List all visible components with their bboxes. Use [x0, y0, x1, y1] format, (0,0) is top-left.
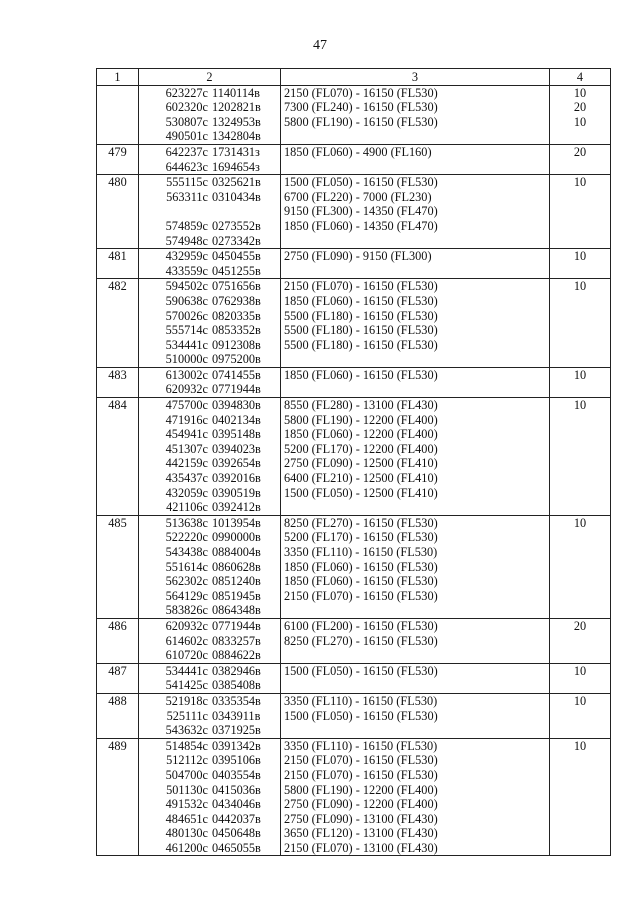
altitude-range: 5500 (FL180) - 16150 (FL530) [284, 323, 438, 338]
row-number: 488 [97, 693, 139, 738]
coordinate-pair [142, 129, 277, 144]
value: 10 [573, 663, 587, 678]
longitude: 0390519в [212, 485, 261, 500]
coordinate-pair [142, 160, 277, 175]
altitude-range: 6400 (FL210) - 12500 (FL410) [284, 471, 438, 486]
longitude: 0853352в [212, 323, 261, 338]
altitude-ranges-cell [281, 693, 550, 738]
table-row [97, 515, 611, 618]
altitude-range: 2150 (FL070) - 16150 (FL530) [284, 753, 438, 768]
value: 10 [573, 175, 587, 190]
altitude-range: 1500 (FL050) - 16150 (FL530) [284, 708, 438, 723]
latitude: 491532с [165, 797, 208, 812]
altitude-ranges-cell [281, 618, 550, 663]
altitude-range: 5500 (FL180) - 16150 (FL530) [284, 308, 438, 323]
table-row [97, 367, 611, 397]
altitude-range: 1500 (FL050) - 16150 (FL530) [284, 175, 438, 190]
longitude: 0415036в [212, 782, 261, 797]
latitude: 564129с [165, 588, 208, 603]
longitude: 0273552в [212, 218, 261, 233]
latitude: 530807с [165, 114, 208, 129]
coordinate-pair [142, 352, 277, 367]
data-table [96, 68, 611, 856]
latitude: 510000с [165, 352, 208, 367]
coordinate-pair [142, 783, 277, 798]
latitude: 442159с [165, 456, 208, 471]
value-cell [550, 618, 611, 663]
coordinate-pair [142, 574, 277, 589]
altitude-range: 1850 (FL060) - 16150 (FL530) [284, 559, 438, 574]
latitude: 541425с [165, 678, 208, 693]
longitude: 0343911в [212, 708, 261, 723]
latitude: 484651с [165, 811, 208, 826]
table-row [97, 618, 611, 663]
table-row [97, 279, 611, 368]
row-number: 482 [97, 279, 139, 368]
altitude-range: 1850 (FL060) - 12200 (FL400) [284, 427, 438, 442]
longitude: 0860628в [212, 559, 261, 574]
altitude-range: 3650 (FL120) - 13100 (FL430) [284, 826, 438, 841]
coordinate-pair [142, 648, 277, 663]
value: 10 [573, 279, 587, 294]
longitude: 0771944в [212, 382, 261, 397]
coordinates-cell [139, 398, 281, 516]
coordinates-cell [139, 618, 281, 663]
coordinate-pair [142, 368, 277, 383]
latitude: 514854с [165, 738, 208, 753]
coordinate-pair [142, 413, 277, 428]
value-cell [550, 693, 611, 738]
longitude: 1342804в [212, 129, 261, 144]
latitude: 543438с [165, 545, 208, 559]
altitude-ranges-cell [281, 279, 550, 368]
altitude-range: 1850 (FL060) - 14350 (FL470) [284, 218, 438, 233]
coordinate-pair [142, 427, 277, 442]
coordinate-pair [142, 664, 277, 679]
altitude-range: 5800 (FL190) - 12200 (FL400) [284, 782, 438, 797]
longitude: 0394023в [212, 441, 261, 456]
altitude-range: 2150 (FL070) - 13100 (FL430) [284, 840, 438, 855]
table-row [97, 663, 611, 693]
column-header-2: 2 [139, 69, 281, 86]
table-row [97, 693, 611, 738]
coordinate-pair [142, 560, 277, 575]
latitude: 642237с [165, 144, 208, 159]
longitude: 0442037в [212, 811, 261, 826]
altitude-range: 3350 (FL110) - 16150 (FL530) [284, 693, 438, 708]
latitude: 435437с [165, 471, 208, 486]
latitude: 432959с [165, 249, 208, 264]
row-number: 484 [97, 398, 139, 516]
coordinate-pair [142, 841, 277, 856]
coordinate-pair [142, 382, 277, 397]
altitude-range: 9150 (FL300) - 14350 (FL470) [284, 204, 438, 219]
table-row [97, 738, 611, 856]
coordinate-pair [142, 279, 277, 294]
coordinates-cell [139, 663, 281, 693]
latitude: 590638с [165, 293, 208, 308]
latitude: 471916с [165, 412, 208, 427]
row-number: 489 [97, 738, 139, 856]
longitude: 0762938в [212, 293, 261, 308]
coordinate-pair [142, 219, 277, 234]
altitude-range: 2750 (FL090) - 12500 (FL410) [284, 456, 438, 471]
longitude: 1013954в [212, 515, 261, 530]
value-cell [550, 144, 611, 174]
coordinate-pair [142, 249, 277, 264]
altitude-range: 1500 (FL050) - 16150 (FL530) [284, 663, 438, 678]
latitude: 543632с [165, 723, 208, 738]
latitude: 522220с [165, 530, 208, 545]
value-cell [550, 738, 611, 856]
latitude: 583826с [165, 603, 208, 618]
coordinate-pair [142, 797, 277, 812]
coordinate-pair [142, 516, 277, 531]
coordinate-pair [142, 264, 277, 279]
latitude: 551614с [165, 559, 208, 574]
coordinate-pair [142, 204, 277, 219]
altitude-range: 8250 (FL270) - 16150 (FL530) [284, 515, 438, 530]
altitude-range: 5200 (FL170) - 16150 (FL530) [284, 530, 438, 545]
altitude-range: 6100 (FL200) - 16150 (FL530) [284, 618, 438, 633]
longitude: 1202821в [212, 100, 261, 115]
value: 10 [573, 367, 587, 382]
altitude-range: 1500 (FL050) - 12500 (FL410) [284, 485, 438, 500]
latitude: 570026с [165, 308, 208, 323]
altitude-range: 1850 (FL060) - 16150 (FL530) [284, 367, 438, 382]
longitude: 0771944в [212, 618, 261, 633]
value-cell [550, 663, 611, 693]
latitude: 513638с [165, 515, 208, 530]
coordinate-pair [142, 234, 277, 249]
row-number: 480 [97, 175, 139, 249]
altitude-range: 5800 (FL190) - 12200 (FL400) [284, 412, 438, 427]
latitude: 480130с [165, 826, 208, 841]
longitude: 0975200в [212, 352, 261, 367]
row-number: 487 [97, 663, 139, 693]
coordinates-cell [139, 144, 281, 174]
latitude: 534441с [165, 337, 208, 352]
altitude-range: 2750 (FL090) - 13100 (FL430) [284, 811, 438, 826]
longitude: 0273342в [212, 233, 261, 248]
altitude-ranges-cell [281, 663, 550, 693]
latitude: 614602с [165, 633, 208, 648]
coordinate-pair [142, 634, 277, 649]
longitude: 0741455в [212, 367, 261, 382]
longitude: 0465055в [212, 840, 261, 855]
longitude: 0395148в [212, 427, 261, 442]
longitude: 0864348в [212, 603, 261, 618]
row-number: 481 [97, 249, 139, 279]
longitude: 0451255в [212, 263, 261, 278]
altitude-range: 1850 (FL060) - 4900 (FL160) [284, 144, 432, 159]
latitude: 432059с [165, 485, 208, 500]
longitude: 0450455в [212, 249, 261, 264]
coordinate-pair [142, 619, 277, 634]
coordinate-pair [142, 545, 277, 560]
altitude-ranges-cell [281, 398, 550, 516]
altitude-range: 5500 (FL180) - 16150 (FL530) [284, 337, 438, 352]
coordinate-pair [142, 530, 277, 545]
altitude-range: 8550 (FL280) - 13100 (FL430) [284, 398, 438, 413]
longitude: 0990000в [212, 530, 261, 545]
coordinate-pair [142, 812, 277, 827]
latitude: 644623с [165, 159, 208, 174]
longitude: 1731431з [212, 144, 260, 159]
longitude: 0392654в [212, 456, 261, 471]
longitude: 0403554в [212, 767, 261, 782]
longitude: 0382946в [212, 663, 261, 678]
coordinates-cell [139, 175, 281, 249]
longitude: 0402134в [212, 412, 261, 427]
altitude-ranges-cell [281, 738, 550, 856]
latitude: 504700с [165, 767, 208, 782]
latitude: 562302с [165, 574, 208, 589]
latitude: 610720с [165, 648, 208, 663]
latitude: 574859с [165, 218, 208, 233]
value: 20 [573, 144, 587, 159]
coordinate-pair [142, 456, 277, 471]
value-cell [550, 279, 611, 368]
coordinate-pair [142, 723, 277, 738]
coordinate-pair [142, 100, 277, 115]
latitude: 602320с [165, 100, 208, 115]
longitude: 0851240в [212, 574, 261, 589]
altitude-range: 2150 (FL070) - 16150 (FL530) [284, 279, 438, 294]
coordinates-cell [139, 367, 281, 397]
altitude-range: 5800 (FL190) - 16150 (FL530) [284, 114, 438, 129]
longitude: 0371925в [212, 723, 261, 738]
value: 20 [573, 100, 587, 115]
altitude-ranges-cell [281, 175, 550, 249]
latitude: 521918с [165, 693, 208, 708]
coordinate-pair [142, 739, 277, 754]
latitude: 574948с [165, 233, 208, 248]
latitude: 451307с [165, 441, 208, 456]
altitude-range: 2150 (FL070) - 16150 (FL530) [284, 588, 438, 603]
table-row [97, 144, 611, 174]
latitude: 454941с [165, 427, 208, 442]
altitude-range: 2750 (FL090) - 9150 (FL300) [284, 249, 432, 264]
latitude: 555115с [166, 175, 208, 190]
table-row [97, 85, 611, 144]
coordinate-pair [142, 442, 277, 457]
altitude-ranges-cell [281, 515, 550, 618]
latitude: 475700с [165, 398, 208, 413]
altitude-range: 3350 (FL110) - 16150 (FL530) [284, 738, 438, 753]
value-cell [550, 367, 611, 397]
coordinates-cell [139, 515, 281, 618]
coordinate-pair [142, 294, 277, 309]
coordinate-pair [142, 86, 277, 101]
coordinate-pair [142, 826, 277, 841]
latitude: 620932с [165, 382, 208, 397]
coordinate-pair [142, 694, 277, 709]
longitude: 0434046в [212, 797, 261, 812]
coordinate-pair [142, 603, 277, 618]
value: 10 [573, 738, 587, 753]
coordinate-pair [142, 145, 277, 160]
coordinate-pair [142, 175, 277, 190]
value: 10 [573, 398, 587, 413]
latitude: 433559с [165, 263, 208, 278]
coordinates-cell [139, 693, 281, 738]
value: 10 [573, 515, 587, 530]
latitude: 613002с [165, 367, 208, 382]
coordinate-pair [142, 309, 277, 324]
altitude-ranges-cell [281, 85, 550, 144]
altitude-range: 3350 (FL110) - 16150 (FL530) [284, 545, 438, 559]
value-cell [550, 175, 611, 249]
header-row [97, 69, 611, 86]
coordinate-pair [142, 678, 277, 693]
latitude: 421106с [166, 500, 208, 515]
coordinate-pair [142, 338, 277, 353]
table-row [97, 175, 611, 249]
latitude: 563311с [166, 189, 208, 204]
altitude-range: 5200 (FL170) - 12200 (FL400) [284, 441, 438, 456]
column-header-4: 4 [550, 69, 611, 86]
row-number: 485 [97, 515, 139, 618]
longitude: 1140114в [212, 85, 260, 100]
coordinate-pair [142, 589, 277, 604]
column-header-3: 3 [281, 69, 550, 86]
coordinate-pair [142, 500, 277, 515]
latitude: 594502с [165, 279, 208, 294]
longitude: 0751656в [212, 279, 261, 294]
longitude: 0851945в [212, 588, 261, 603]
longitude: 0820335в [212, 308, 261, 323]
column-header-1: 1 [97, 69, 139, 86]
table-header [97, 69, 611, 86]
longitude: 0394830в [212, 398, 261, 413]
altitude-range: 7300 (FL240) - 16150 (FL530) [284, 100, 438, 115]
coordinate-pair [142, 486, 277, 501]
longitude: 0884004в [212, 545, 261, 559]
longitude: 0833257в [212, 633, 261, 648]
latitude: 512112с [166, 753, 208, 768]
value: 10 [573, 249, 587, 264]
longitude: 0450648в [212, 826, 261, 841]
table-row [97, 249, 611, 279]
coordinate-pair [142, 471, 277, 486]
table-row [97, 398, 611, 516]
coordinates-cell [139, 738, 281, 856]
coordinate-pair [142, 768, 277, 783]
longitude: 0392412в [212, 500, 261, 515]
longitude: 0325621в [212, 175, 261, 190]
value-cell [550, 398, 611, 516]
value-cell [550, 515, 611, 618]
value: 10 [573, 114, 587, 129]
coordinates-cell [139, 279, 281, 368]
latitude: 623227с [165, 85, 208, 100]
longitude: 0884622в [212, 648, 261, 663]
value-cell [550, 85, 611, 144]
value-cell [550, 249, 611, 279]
longitude: 0912308в [212, 337, 261, 352]
latitude: 525111с [166, 708, 208, 723]
coordinate-pair [142, 115, 277, 130]
altitude-range: 2750 (FL090) - 12200 (FL400) [284, 797, 438, 812]
value: 10 [573, 693, 587, 708]
longitude: 0395106в [212, 753, 261, 768]
coordinate-pair [142, 190, 277, 205]
altitude-range: 1850 (FL060) - 16150 (FL530) [284, 293, 438, 308]
value: 10 [573, 85, 587, 100]
altitude-ranges-cell [281, 367, 550, 397]
longitude: 0310434в [212, 189, 261, 204]
latitude: 555714с [165, 323, 208, 338]
coordinate-pair [142, 398, 277, 413]
value: 20 [573, 618, 587, 633]
row-number: 479 [97, 144, 139, 174]
coordinate-pair [142, 709, 277, 724]
altitude-range: 6700 (FL220) - 7000 (FL230) [284, 189, 432, 204]
altitude-ranges-cell [281, 249, 550, 279]
latitude: 501130с [166, 782, 208, 797]
altitude-range: 2150 (FL070) - 16150 (FL530) [284, 767, 438, 782]
altitude-range: 8250 (FL270) - 16150 (FL530) [284, 633, 438, 648]
coordinates-cell [139, 249, 281, 279]
altitude-range: 2150 (FL070) - 16150 (FL530) [284, 85, 438, 100]
latitude: 620932с [165, 618, 208, 633]
longitude: 1694654з [212, 159, 260, 174]
latitude: 461200с [165, 840, 208, 855]
altitude-range: 1850 (FL060) - 16150 (FL530) [284, 574, 438, 589]
coordinate-pair [142, 323, 277, 338]
longitude: 0385408в [212, 678, 261, 693]
longitude: 0392016в [212, 471, 261, 486]
latitude: 534441с [165, 663, 208, 678]
row-number: 483 [97, 367, 139, 397]
table-body [97, 85, 611, 856]
coordinates-cell [139, 85, 281, 144]
altitude-ranges-cell [281, 144, 550, 174]
longitude: 0335354в [212, 693, 261, 708]
longitude: 0391342в [212, 738, 261, 753]
latitude: 490501с [165, 129, 208, 144]
page-number: 47 [313, 38, 327, 53]
row-number [97, 85, 139, 144]
longitude: 1324953в [212, 114, 261, 129]
coordinate-pair [142, 753, 277, 768]
row-number: 486 [97, 618, 139, 663]
